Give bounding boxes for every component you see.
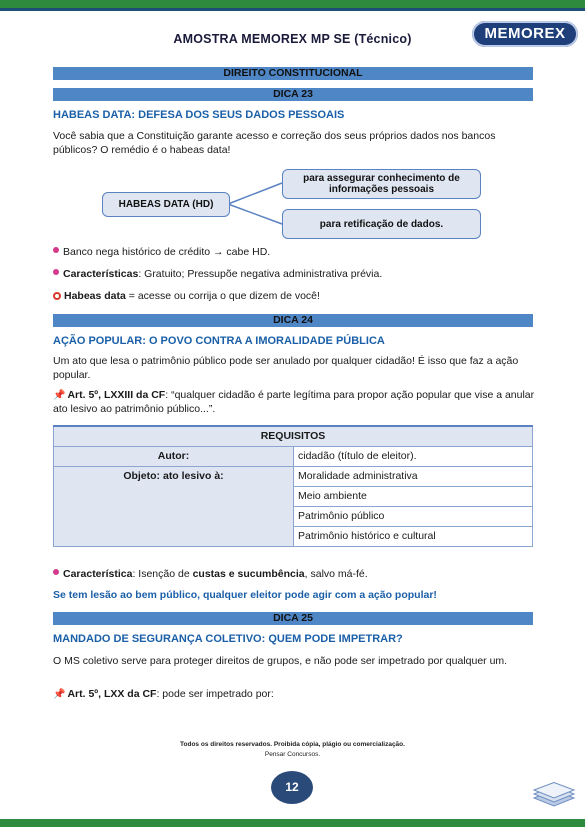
footer-rights: Todos os direitos reservados. Proibida cópia, plágio ou comercialização. [180,741,405,748]
pin-icon: 📌 [53,390,66,401]
page-number: 12 [271,771,313,804]
dica-24-highlight: Se tem lesão ao bem público, qualquer eleitor pode agir com a ação popular! [53,589,437,601]
objeto-value: Patrimônio histórico e cultural [294,526,533,546]
dica-24-article: 📌 Art. 5º, LXXIII da CF: “qualquer cidadão é parte legítima para propor ação popular que vise a anular ato lesivo ao patrimônio público...”. [53,389,535,415]
autor-label: Autor: [54,446,294,466]
dica-25-bar: DICA 25 [53,612,533,625]
mindmap-branch-1: para assegurar conhecimento de informações pessoais [282,169,481,199]
dica-23-bar: DICA 23 [53,88,533,101]
dica-23-bullet-1: Banco nega histórico de crédito → cabe HD. [53,246,537,260]
dica-25-heading: MANDADO DE SEGURANÇA COLETIVO: QUEM PODE IMPETRAR? [53,633,403,645]
dica-25-intro: O MS coletivo serve para proteger direitos de grupos, e não pode ser impetrado por qualquer um. [53,655,508,667]
dica-24-heading: AÇÃO POPULAR: O POVO CONTRA A IMORALIDADE PÚBLICA [53,335,385,347]
stack-logo-icon [530,782,578,808]
pin-icon: 📌 [53,689,66,700]
table-header: REQUISITOS [54,426,533,446]
dica-23-heading: HABEAS DATA: DEFESA DOS SEUS DADOS PESSOAIS [53,109,345,121]
target-icon [53,292,61,300]
dica-24-intro: Um ato que lesa o patrimônio público pode ser anulado por qualquer cidadão! É isso que faz a ação popular. [53,355,519,381]
dica-24-caracteristica: Característica: Isenção de custas e sucumbência, salvo má-fé. [53,568,537,582]
mindmap-center: HABEAS DATA (HD) [102,192,230,217]
page-title: AMOSTRA MEMOREX MP SE (Técnico) [173,32,412,46]
bottom-green-bar [0,819,585,827]
dica-23-bullet-2: Características: Gratuito; Pressupõe negativa administrativa prévia. [53,268,537,282]
dica-23-bullet-3: Habeas data = acesse ou corrija o que dizem de você! [53,290,537,304]
objeto-value: Meio ambiente [294,486,533,506]
objeto-label: Objeto: ato lesivo à: [54,466,294,546]
objeto-value: Moralidade administrativa [294,466,533,486]
dica-25-article: 📌 Art. 5º, LXX da CF: pode ser impetrado por: [53,688,274,700]
bullet-icon [53,569,59,575]
dica-24-bar: DICA 24 [53,314,533,327]
objeto-value: Patrimônio público [294,506,533,526]
bullet-icon [53,269,59,275]
section-bar: DIREITO CONSTITUCIONAL [53,67,533,80]
bullet-icon [53,247,59,253]
footer-brand: Pensar Concursos. [264,751,321,758]
memorex-logo: MEMOREX [472,21,578,47]
mindmap-branch-2: para retificação de dados. [282,209,481,239]
autor-value: cidadão (título de eleitor). [294,446,533,466]
requisitos-table [53,425,533,547]
dica-23-intro: Você sabia que a Constituição garante acesso e correção dos seus próprios dados nos bancos públicos? O remédio é o habeas data! [53,130,496,156]
